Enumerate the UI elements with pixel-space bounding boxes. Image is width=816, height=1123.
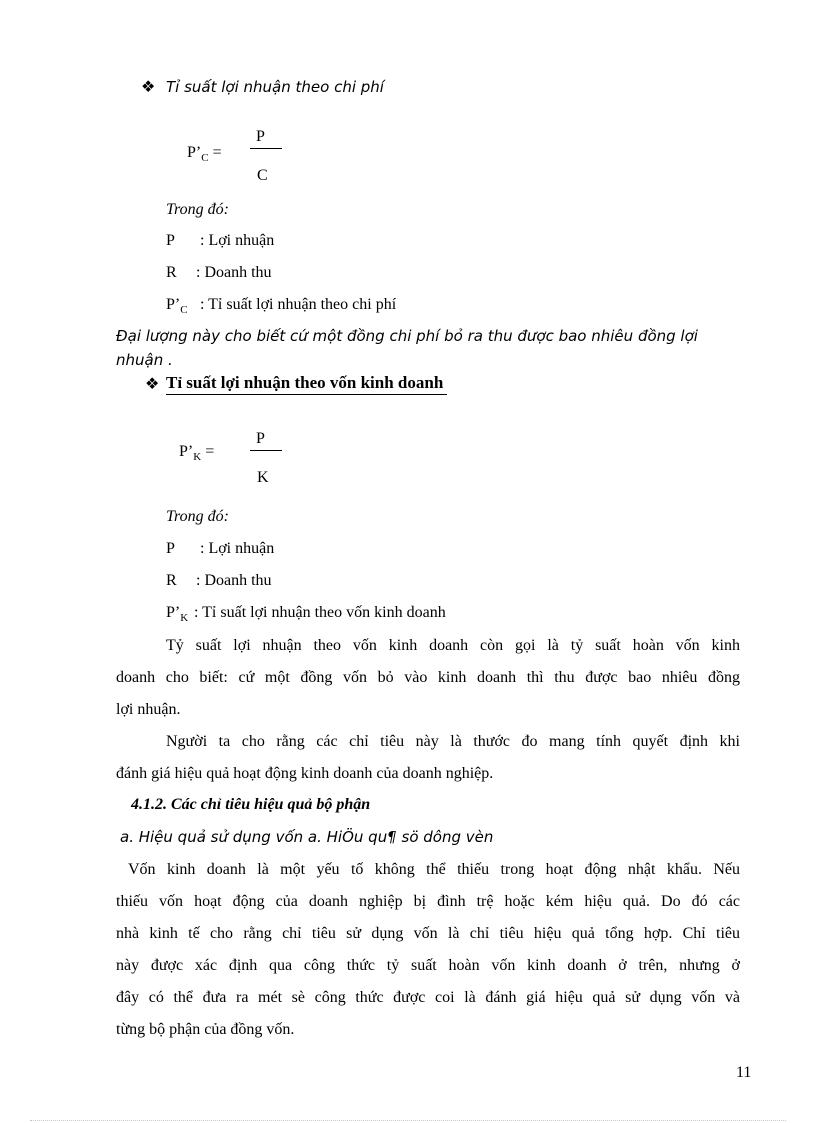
where-label: Trong đó: — [166, 201, 229, 218]
formula-denominator: C — [257, 167, 268, 184]
section-heading-cost-ratio: Tỉ suất lợi nhuận theo chi phí — [166, 78, 384, 96]
paragraph-line: Tỷ suất lợi nhuận theo vốn kinh doanh còn gọi là tỷ suất hoàn vốn kinh — [166, 637, 740, 654]
paragraph-line: đánh giá hiệu quả hoạt động kinh doanh của doanh nghiệp. — [116, 765, 494, 782]
subsection-heading: 4.1.2. Các chỉ tiêu hiệu quả bộ phận — [131, 796, 371, 813]
formula-numerator: P — [256, 430, 265, 447]
four-diamond-bullet-icon: ❖ — [141, 77, 156, 96]
fraction-bar — [250, 148, 282, 149]
def-symbol: P — [166, 540, 175, 557]
paragraph-line: lợi nhuận. — [116, 701, 181, 718]
def-text: : Tỉ suất lợi nhuận theo vốn kinh doanh — [194, 604, 446, 621]
def-text: : Lợi nhuận — [200, 540, 275, 557]
page-number: 11 — [736, 1064, 752, 1081]
paragraph-line: Người ta cho rằng các chỉ tiêu này là thước đo mang tính quyết định khi — [166, 733, 740, 750]
def-text: : Doanh thu — [196, 572, 272, 589]
formula-lhs-subscript: C — [201, 152, 209, 164]
formula-capital-ratio — [179, 443, 214, 461]
subsection-subheading: a. Hiệu quả sử dụng vốn a. HiÖu qu¶ sö dông vèn — [120, 828, 494, 846]
def-symbol: $P’_C$ — [166, 296, 188, 316]
paragraph-line: nhà kinh tế cho rằng chỉ tiêu sử dụng vốn là chỉ tiêu hiệu quả tổng hợp. Chỉ tiêu — [116, 925, 740, 942]
def-symbol: P — [166, 232, 175, 249]
paragraph-decision-metric — [116, 726, 740, 790]
paragraph-line: này được xác định qua công thức tỷ suất hoàn vốn kinh doanh ở trên, nhưng ở — [116, 957, 740, 974]
page-bottom-divider — [30, 1120, 786, 1121]
formula-cost-ratio — [187, 144, 222, 162]
paragraph-line: Vốn kinh doanh là một yếu tố không thể thiếu trong hoạt động nhật khẩu. Nếu — [128, 861, 740, 878]
four-diamond-bullet-icon: ❖ — [145, 374, 160, 393]
paragraph-line: thiếu vốn hoạt động của doanh nghiệp bị đình trệ hoặc kém hiệu quả. Do đó các — [116, 893, 740, 910]
formula-lhs: P’ — [179, 443, 194, 460]
def-text: : Tỉ suất lợi nhuận theo chi phí — [200, 296, 397, 313]
formula-lhs-subscript: K — [193, 451, 202, 463]
formula-numerator: P — [256, 128, 265, 145]
formula-lhs: P’ — [187, 144, 202, 161]
paragraph-capital-efficiency — [116, 854, 740, 1046]
note-line: nhuận . — [116, 351, 173, 369]
where-label: Trong đó: — [166, 508, 229, 525]
fraction-bar — [250, 450, 282, 451]
paragraph-capital-ratio — [116, 630, 740, 726]
section-heading-capital-ratio: Tỉ suất lợi nhuận theo vốn kinh doanh — [166, 373, 447, 395]
formula-denominator: K — [257, 469, 269, 486]
paragraph-line: doanh cho biết: cứ một đồng vốn bỏ vào kinh doanh thì thu được bao nhiêu đồng — [116, 669, 740, 686]
def-text: : Doanh thu — [196, 264, 272, 281]
formula-equals: = — [212, 144, 222, 161]
paragraph-line: từng bộ phận của đồng vốn. — [116, 1021, 295, 1038]
paragraph-line: đây có thể đưa ra mét sè công thức được coi là đánh giá hiệu quả sử dụng vốn và — [116, 989, 740, 1006]
def-text: : Lợi nhuận — [200, 232, 275, 249]
def-symbol: R — [166, 572, 177, 589]
note-line: Đại lượng này cho biết cứ một đồng chi phí bỏ ra thu được bao nhiêu đồng lợi — [116, 327, 698, 345]
def-symbol: R — [166, 264, 177, 281]
formula-equals: = — [205, 443, 215, 460]
def-symbol: $P’_K$ — [166, 604, 189, 624]
